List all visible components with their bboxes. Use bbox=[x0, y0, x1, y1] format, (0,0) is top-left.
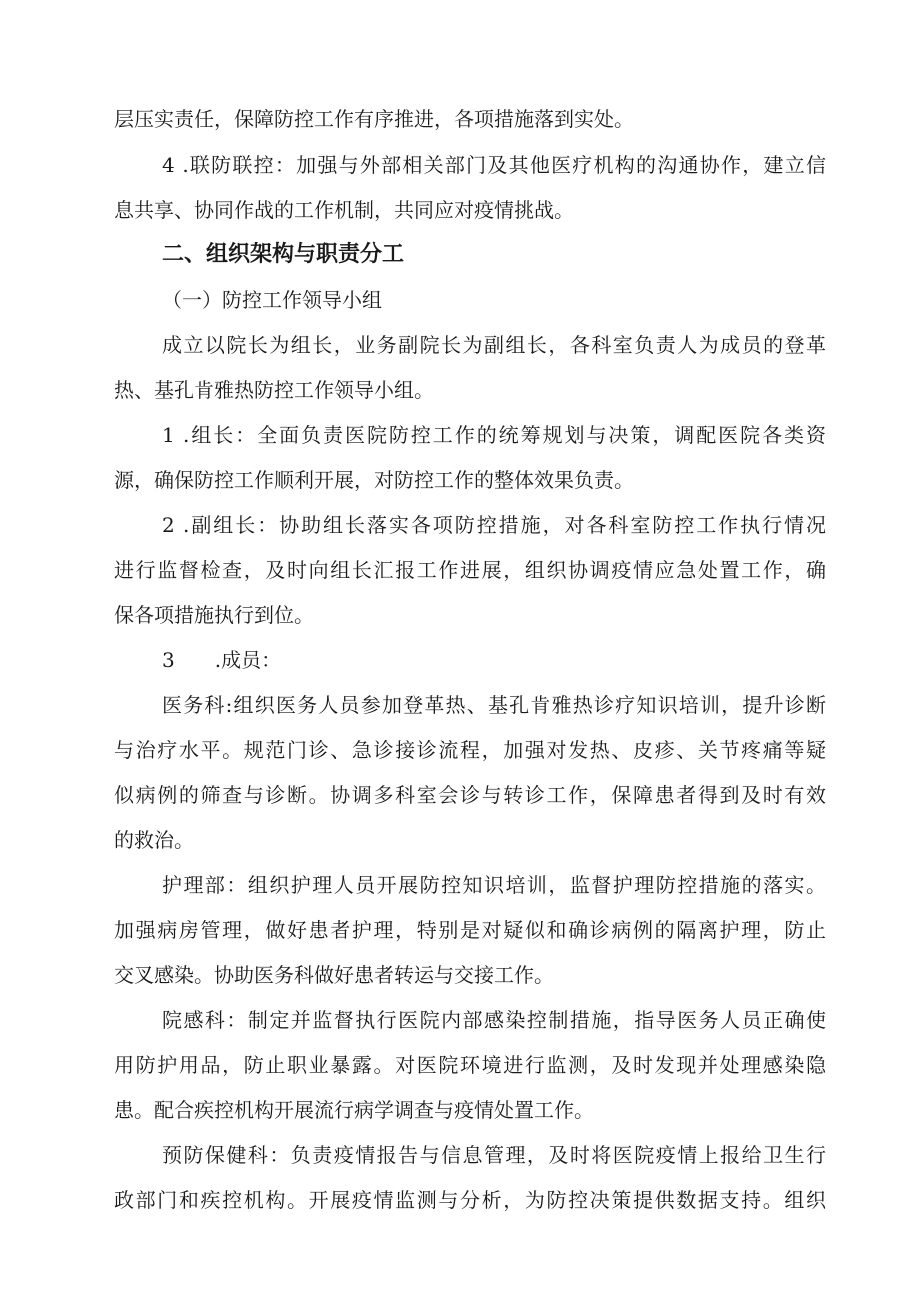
paragraph-line: 交叉感染。协助医务科做好患者转运与交接工作。 bbox=[114, 963, 554, 987]
paragraph-line: 成立以院长为组长，业务副院长为副组长，各科室负责人为成员的登革 bbox=[162, 333, 826, 357]
paragraph-line-prevention-dept: 预防保健科：负责疫情报告与信息管理，及时将医院疫情上报给卫生行 bbox=[162, 1143, 826, 1167]
paragraph-line: 源，确保防控工作顺利开展，对防控工作的整体效果负责。 bbox=[114, 468, 634, 492]
paragraph-line: 息共享、协同作战的工作机制，共同应对疫情挑战。 bbox=[114, 198, 574, 222]
paragraph-line: 进行监督检查，及时向组长汇报工作进展，组织协调疫情应急处置工作，确 bbox=[114, 558, 826, 582]
paragraph-line-continuation: 层压实责任，保障防控工作有序推进，各项措施落到实处。 bbox=[114, 107, 634, 131]
paragraph-line-nursing-dept: 护理部：组织护理人员开展防控知识培训，监督护理防控措施的落实。 bbox=[162, 873, 826, 897]
paragraph-line-item-4: 4 .联防联控：加强与外部相关部门及其他医疗机构的沟通协作，建立信 bbox=[162, 153, 826, 177]
paragraph-line: 热、基孔肯雅热防控工作领导小组。 bbox=[114, 378, 434, 402]
paragraph-line: 用防护用品，防止职业暴露。对医院环境进行监测，及时发现并处理感染隐 bbox=[114, 1053, 826, 1077]
paragraph-line-item-3: 3 .成员： bbox=[162, 648, 282, 672]
paragraph-line: 保各项措施执行到位。 bbox=[114, 603, 314, 627]
paragraph-line-medical-dept: 医务科:组织医务人员参加登革热、基孔肯雅热诊疗知识培训，提升诊断 bbox=[162, 693, 826, 717]
paragraph-line-item-1: 1 .组长：全面负责医院防控工作的统筹规划与决策，调配医院各类资 bbox=[162, 423, 826, 447]
paragraph-line: 与治疗水平。规范门诊、急诊接诊流程，加强对发热、皮疹、关节疼痛等疑 bbox=[114, 738, 826, 762]
paragraph-line: 加强病房管理，做好患者护理，特别是对疑似和确诊病例的隔离护理，防止 bbox=[114, 918, 826, 942]
section-heading: 二、组织架构与职责分工 bbox=[162, 242, 405, 267]
paragraph-line: 患。配合疾控机构开展流行病学调查与疫情处置工作。 bbox=[114, 1098, 594, 1122]
paragraph-line: 政部门和疾控机构。开展疫情监测与分析，为防控决策提供数据支持。组织 bbox=[114, 1188, 826, 1212]
subsection-heading: （一）防控工作领导小组 bbox=[162, 288, 382, 312]
paragraph-line: 的救治。 bbox=[114, 828, 194, 852]
paragraph-line-infection-control: 院感科：制定并监督执行医院内部感染控制措施，指导医务人员正确使 bbox=[162, 1008, 826, 1032]
paragraph-line: 似病例的筛查与诊断。协调多科室会诊与转诊工作，保障患者得到及时有效 bbox=[114, 783, 826, 807]
paragraph-line-item-2: 2 .副组长：协助组长落实各项防控措施，对各科室防控工作执行情况 bbox=[162, 513, 826, 537]
